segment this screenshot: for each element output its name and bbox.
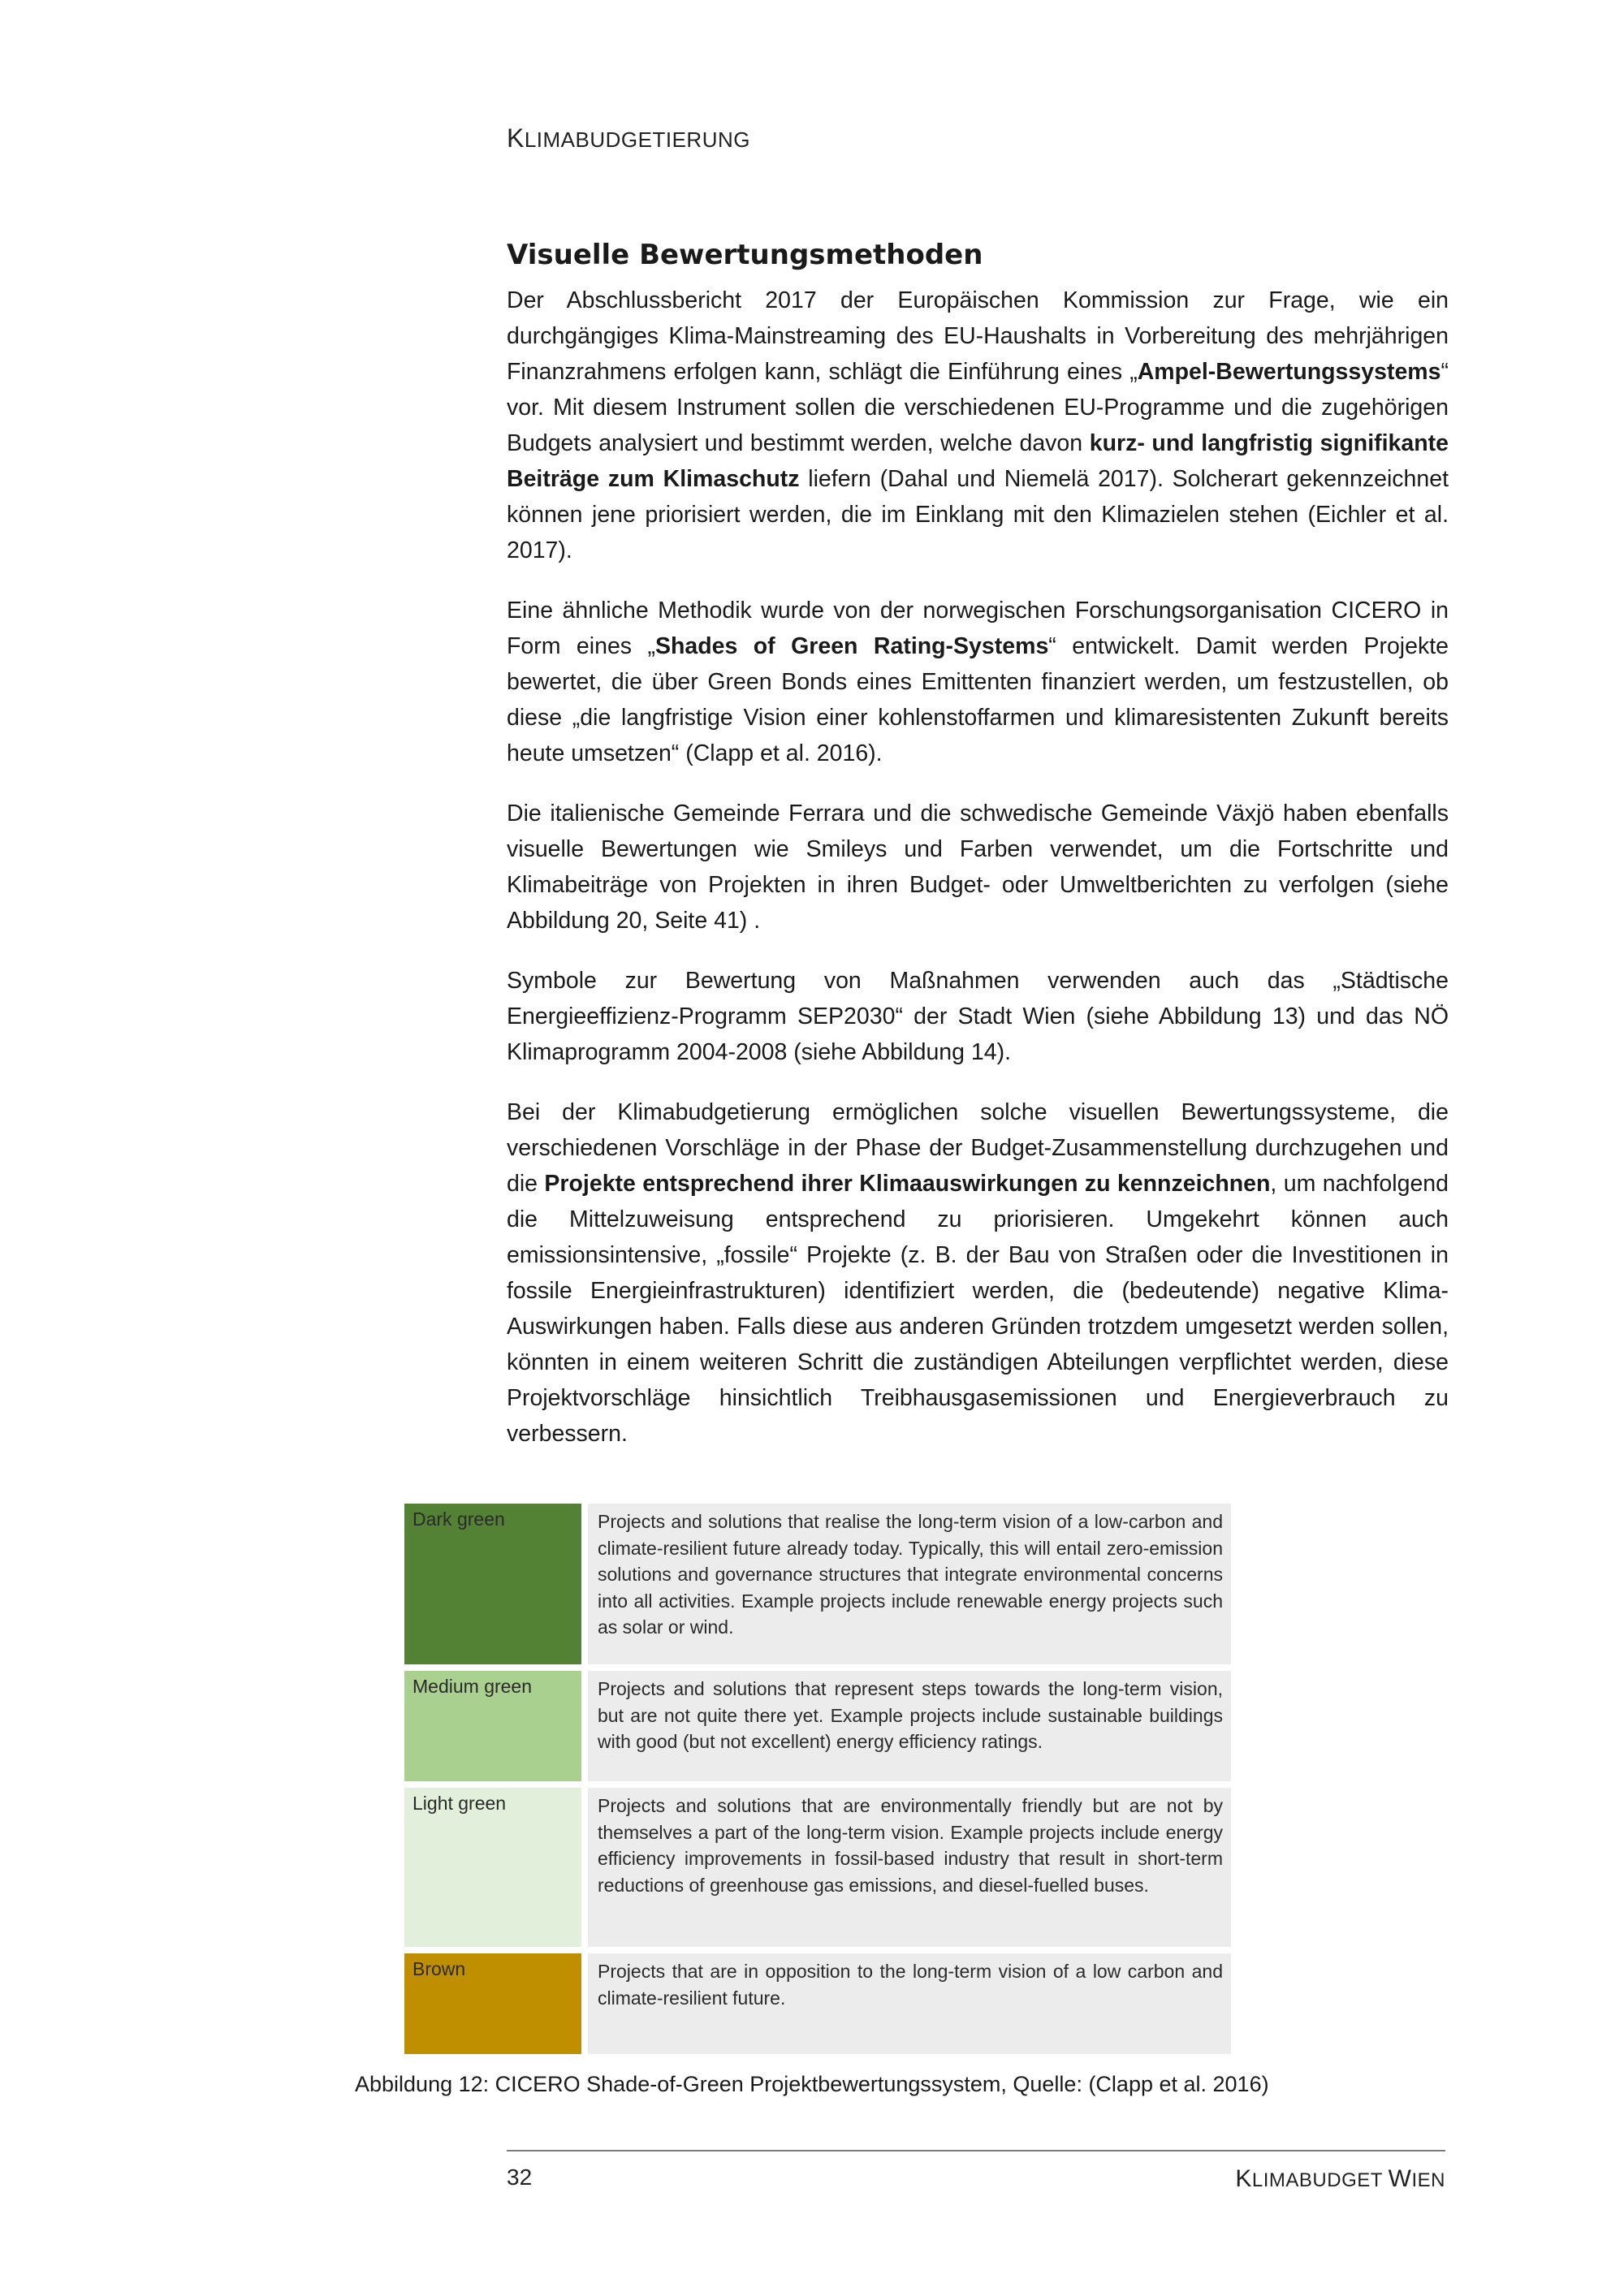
text-run: “ entwickelt. Damit werden Projekte bewertet, die über Green Bonds eines Emittenten finanziert werden, um festzustellen, ob diese „die langfristige Vision einer kohlenstoffarmen und klimaresistenten Zukunft bereits heute umsetzen“ (Clapp et al. 2016).	[507, 633, 1449, 766]
rating-row-medium-green	[404, 1671, 1231, 1781]
bold-text: Ampel-Bewertungssystems	[1137, 359, 1441, 385]
shades-of-green-figure	[404, 1504, 1231, 2054]
body-text	[507, 283, 1449, 1452]
rating-row-light-green	[404, 1788, 1231, 1947]
rating-row-dark-green	[404, 1504, 1231, 1664]
rating-label: Light green	[404, 1788, 581, 1947]
rating-label: Dark green	[404, 1504, 581, 1664]
section-title: Visuelle Bewertungsmethoden	[507, 239, 983, 271]
text-run: Symbole zur Bewertung von Maßnahmen verwenden auch das „Städtische Energieeffizienz-Programm SEP2030“ der Stadt Wien (siehe Abbildung 13) und das NÖ Klimaprogramm 2004-2008 (siehe Abbildung 14).	[507, 968, 1449, 1065]
rating-description: Projects and solutions that are environmentally friendly but are not by themselves a part of the long-term vision. Example projects include energy efficiency improvements in fossil-based industry that result in short-term reductions of greenhouse gas emissions, and diesel-fuelled buses.	[588, 1788, 1231, 1947]
rating-row-brown	[404, 1953, 1231, 2054]
bold-text: Projekte entsprechend ihrer Klimaauswirkungen zu kennzeichnen	[544, 1171, 1271, 1197]
running-header: KLIMABUDGETIERUNG	[507, 123, 750, 153]
rating-description: Projects that are in opposition to the long-term vision of a low carbon and climate-resilient future.	[588, 1953, 1231, 2054]
rating-description: Projects and solutions that realise the long-term vision of a low-carbon and climate-resilient future already today. Typically, this will entail zero-emission solutions and governance structures that integrate environmental concerns into all activities. Example projects include renewable energy projects such as solar or wind.	[588, 1504, 1231, 1664]
figure-caption: Abbildung 12: CICERO Shade-of-Green Projektbewertungssystem, Quelle: (Clapp et al. 2016)	[355, 2072, 1269, 2096]
text-run: liefern (Dahal und Niemelä 2017). Solcherart gekennzeichnet können jene priorisiert werden, die im Einklang mit den Klimazielen stehen (Eichler et al. 2017).	[507, 466, 1449, 563]
bold-text: kurz- und langfristig signifikante Beiträge zum Klimaschutz	[507, 430, 1449, 492]
text-run: , um nachfolgend die Mittelzuweisung entsprechend zu priorisieren. Umgekehrt können auch emissionsintensive, „fossile“ Projekte (z. B. der Bau von Straßen oder die Investitionen in fossile Energieinfrastrukturen) identifiziert werden, die (bedeutende) negative Klima-Auswirkungen haben. Falls diese aus anderen Gründen trotzdem umgesetzt werden sollen, könnten in einem weiteren Schritt die zuständigen Abteilungen verpflichtet werden, diese Projektvorschläge hinsichtlich Treibhausgasemissionen und Energieverbrauch zu verbessern.	[507, 1171, 1449, 1447]
bold-text: Shades of Green Rating-Systems	[654, 633, 1049, 659]
running-footer: KLIMABUDGET WIEN	[1235, 2165, 1445, 2192]
paragraph-1	[507, 283, 1449, 568]
text-run: Der Abschlussbericht 2017 der Europäischen Kommission zur Frage, wie ein durchgängiges Klima-Mainstreaming des EU-Haushalts in Vorbereitung des mehrjährigen Finanzrahmens erfolgen kann, schlägt die Einführung eines „	[507, 287, 1449, 385]
rating-label: Brown	[404, 1953, 581, 2054]
page-number: 32	[507, 2164, 533, 2190]
rating-label: Medium green	[404, 1671, 581, 1781]
paragraph-2	[507, 593, 1449, 771]
paragraph-4	[507, 963, 1449, 1070]
text-run: “ vor. Mit diesem Instrument sollen die verschiedenen EU-Programme und die zugehörigen Budgets analysiert und bestimmt werden, welche davon	[507, 359, 1449, 456]
rating-description: Projects and solutions that represent steps towards the long-term vision, but are not quite there yet. Example projects include sustainable buildings with good (but not excellent) energy efficiency ratings.	[588, 1671, 1231, 1781]
text-run: Eine ähnliche Methodik wurde von der norwegischen Forschungsorganisation CICERO in Form eines „	[507, 598, 1449, 659]
text-run: Bei der Klimabudgetierung ermöglichen solche visuellen Bewertungssysteme, die verschiedenen Vorschläge in der Phase der Budget-Zusammenstellung durchzugehen und die	[507, 1099, 1449, 1197]
footer-divider	[507, 2150, 1445, 2151]
main-content	[507, 235, 1449, 1476]
paragraph-5	[507, 1094, 1449, 1452]
text-run: Die italienische Gemeinde Ferrara und die schwedische Gemeinde Växjö haben ebenfalls visuelle Bewertungen wie Smileys und Farben verwendet, um die Fortschritte und Klimabeiträge von Projekten in ihren Budget- oder Umweltberichten zu verfolgen (siehe Abbildung 20, Seite 41) .	[507, 801, 1449, 934]
paragraph-3	[507, 796, 1449, 939]
